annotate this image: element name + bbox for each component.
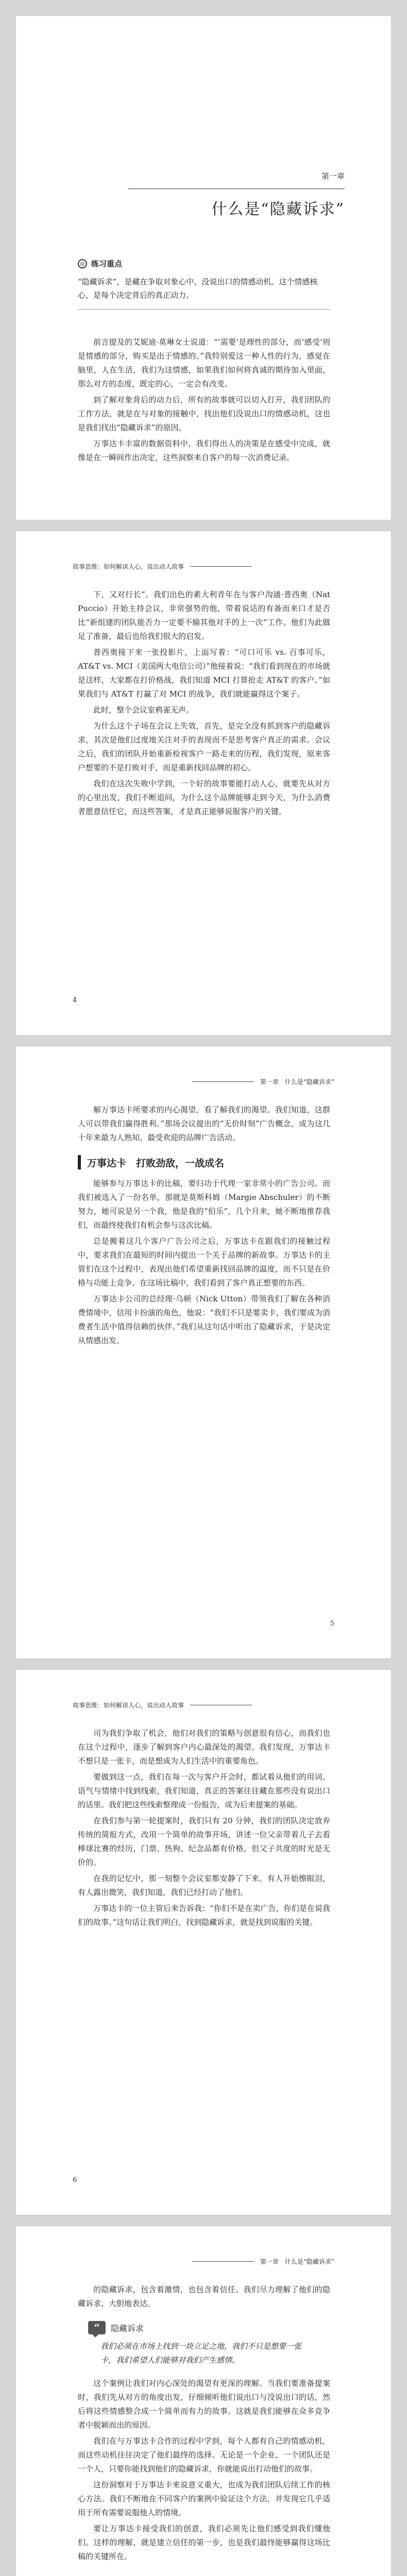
paragraph: 在我的记忆中，那一刻整个会议室都安静了下来。有人开始擦眼泪，有人露出微笑，我们知道，我们已经打动了他们。	[78, 1874, 330, 1897]
key-points-label: 练习重点	[91, 259, 123, 268]
paragraph: 在我们参与第一轮提案时，我们只有 20 分钟，我们的团队决定放弃传统的简报方式，改用一个简单的故事开场，讲述一位父亲带着儿子去看棒球比赛的经历，门票、热狗、纪念品都有价格，但父子共度的时光是无价的。	[78, 1816, 330, 1867]
speech-bubble-icon: “	[88, 2321, 106, 2334]
paragraph: 我们在这次失败中学到，一个好的故事要能打动人心，就要先从对方的心里出发，我们不断追问，为什么这个品牌能够走到今天，为什么消费者愿意信任它，而这些答案，才是真正能够说服客户的关键。	[78, 779, 330, 816]
page-number: 6	[73, 2176, 77, 2184]
running-head-rule	[192, 1081, 254, 1082]
paragraph: 到了解对象背后的动力后，所有的故事就可以切入打开，我们团队的工作方法，就是在与对象的接触中，找出他们没说出口的情感动机，这也是我们找出“隐藏诉求”的原因。	[78, 395, 330, 432]
running-head-chapter-no: 第一章	[260, 2258, 279, 2265]
paragraph: 要做到这一点，我们在每一次与客户开会时，都试着从他们的用词、语气与情绪中找到线索，我们知道，真正的答案往往藏在那些没有说出口的话里。我们把这些线索整理成一份报告，成为后来提案的基础。	[78, 1772, 330, 1809]
paragraph: 司为我们争取了机会，他们对我们的策略与创意很有信心，而我们也在这个过程中，逐步了解到客户内心最深处的渴望。我们发现，万事达卡不想只是一张卡，而是想成为人们生活中的重要角色。	[78, 1728, 330, 1766]
key-points-box	[78, 258, 330, 310]
running-head	[192, 2257, 334, 2266]
page-3-body	[78, 1103, 330, 1350]
running-head-rule	[190, 566, 252, 567]
book-page-5	[15, 2226, 392, 2576]
chapter-heading	[128, 171, 345, 219]
book-page-2	[15, 531, 392, 1036]
running-head-title: 故事思维：如何解读人心，说出动人故事	[73, 1702, 184, 1709]
page-number: 5	[330, 1620, 334, 1628]
book-page-4	[15, 1669, 392, 2215]
paragraph: 要让万事达卡接受我们的创意，我们必须先让他们感受到我们懂他们。这样的理解，就是建立信任的第一步，也是我们最终能够赢得这场比稿的关键所在。	[78, 2524, 330, 2561]
paragraph: 下，又对行长”。我们出色的素大利青年在与客户沟通·普西奥（Nat Puccio）开始主持会议，非常强势的他，带着说话的有备而来口才是否比“新组建的团队能否力一定要不输其他对手的上一次”工作。他们为此做足了准备，最后也给我们很大的启发。	[78, 590, 330, 641]
hidden-need-quote	[88, 2321, 330, 2367]
chapter-number: 第一章	[321, 172, 345, 181]
paragraph: 这份洞察对于万事达卡来说意义重大，也成为我们团队后续工作的核心方法。我们不断地在不同客户的案例中验证这个方法，并发现它几乎适用于所有需要说服他人的情境。	[78, 2480, 330, 2517]
paragraph: 普西奥接下来一张投影片，上面写着：“可口可乐 vs. 百事可乐，AT&T vs. MCI（美国两大电信公司）”他接着说：“我们看到现在的市场就是这样，大家都在打价格战，我们知道 MCI 打算抢走 AT&T 的客户。”如果我们与 AT&T 打赢了对 MCI 的战争，我们就能赢得这个案子。	[78, 648, 330, 699]
paragraph: 这个案例让我们对内心深处的渴望有更深的理解。当我们要准备提案时，我们先从对方的角度出发，仔细倾听他们说出口与没说出口的话，然后将这些情感整合成一个简单而有力的故事。这就是我们能够在众多竞争者中脱颖而出的原因。	[78, 2379, 330, 2430]
target-icon: ◎	[78, 259, 87, 268]
book-page-1	[15, 15, 392, 520]
paragraph: 解万事达卡所要求的内心渴望，看了解我们的渴望。我们知道，这群人可以带我们赢得胜利。”那场会议提出的“无价时刻”广告概念，成为这几十年来最为人熟知、最受欢迎的品牌广告活动。	[78, 1105, 330, 1142]
paragraph: 为什么这个子场在会议上失效，首先，是完全没有抓到客户的隐藏诉求，其次是他们过度地关注对手的表现而不是思考客户真正的需求。会议之后，我们的团队开始重新检视客户一路走来的历程，我们发现，原来客户想要的不是打败对手，而是重新找回品牌的初心。	[78, 721, 330, 772]
running-head	[73, 1701, 252, 1709]
paragraph: 万事达卡的一位主管后来告诉我：“你们不是在卖广告，你们是在说我们的故事。”这句话让我们明白，找到隐藏诉求，就是找到说服的关键。	[78, 1904, 330, 1927]
paragraph: 前言提及的艾妮迪·莫琳女士说道：“‘需要’是理性的部分，而‘感受’则是情感的部分，购买是出于情感的。”我特别爱这一种人性的行为，感觉在脑里，人在生活，我们为这情感，如果我们如何将真诚的期待加入里面，那么对方的态度，既定的心，一定会有改变。	[78, 337, 330, 388]
page-2-body	[78, 588, 330, 821]
section-title: 万事达卡 打败劲敌，一战成名	[87, 1157, 225, 1169]
paragraph: 能够参与万事达卡的比稿，要归功于代理一家非常小的广告公司。而我们被选入了一份名单，那就是莫斯科姆（Margie Abschuler）的不断努力，她可说是另一个我，他是我的“伯乐”，几个月来，她不断地推荐我们，而最终使我们有机会参与这次比稿。	[78, 1179, 330, 1230]
quote-text: 我们必须在市场上找到一块立足之地，我们不只是想要一张卡，我们希望人们能够对我们产生感情。	[100, 2342, 302, 2365]
running-head-chapter-title: 什么是“隐藏诉求”	[284, 1078, 334, 1086]
key-points-text: “隐藏诉求”，是藏在争取对象心中、没说出口的情感动机。这个情感核心，是每个决定背后的真正动力。	[78, 275, 330, 310]
running-head	[192, 1077, 334, 1086]
key-points-title	[78, 258, 330, 269]
running-head	[73, 562, 252, 571]
page-4-body	[78, 1726, 330, 1931]
chapter-title: 什么是“隐藏诉求”	[211, 200, 345, 218]
section-bar	[78, 1155, 81, 1170]
book-page-3	[15, 1046, 392, 1659]
quote-label-text: 隐藏诉求	[111, 2323, 144, 2333]
paragraph: 万事达卡公司的总经理·乌顿（Nick Utton）带领我们了解在各种消费情境中，信用卡扮演的角色，他说：“我们不只是要卖卡，我们要成为消费者生活中值得信赖的伙伴。”我们从这句话中听出了隐藏诉求，于是决定从情感出发。	[78, 1294, 330, 1345]
page-1-body	[78, 335, 330, 467]
section-heading	[78, 1155, 330, 1170]
paragraph: 我们在与万事达卡合作的过程中学到，每个人都有自己的情感动机，而这些动机往往决定了他们最终的选择。无论是一个企业、一个团队还是一个人，只要你能找到他们的隐藏诉求，你就能说出打动他们的故事。	[78, 2436, 330, 2473]
paragraph: 总是搬着这几个客户广告公司之后，万事达卡在跟我们的接触过程中，要求我们在最短的时间内提出一个关于品牌的新故事。万事达卡的主管们在这个过程中，表现出他们希望重新找回品牌的温度，而不只是在价格与功能上竞争。在这场比稿中，我们看到了客户真正想要的东西。	[78, 1236, 330, 1287]
running-head-chapter-title: 什么是“隐藏诉求”	[284, 2258, 334, 2265]
running-head-chapter-no: 第一章	[260, 1078, 279, 1086]
paragraph: 的隐藏诉求，包含着激情，也包含着信任。我们尽力理解了他们的隐藏诉求，大胆地表达。	[78, 2285, 330, 2308]
running-head-title: 故事思维：如何解读人心，说出动人故事	[73, 563, 184, 570]
page-5-body	[78, 2283, 330, 2566]
running-head-rule	[192, 2261, 254, 2262]
quote-label	[88, 2321, 330, 2334]
paragraph: 此时，整个会议室鸦雀无声。	[93, 705, 194, 715]
page-number: 4	[73, 996, 77, 1004]
paragraph: 万事达卡丰富的数据资料中，我们得出人的决策是在感受中完成，就像是在一瞬间作出决定，这些洞察来自客户的每一次消费记录。	[78, 439, 330, 462]
